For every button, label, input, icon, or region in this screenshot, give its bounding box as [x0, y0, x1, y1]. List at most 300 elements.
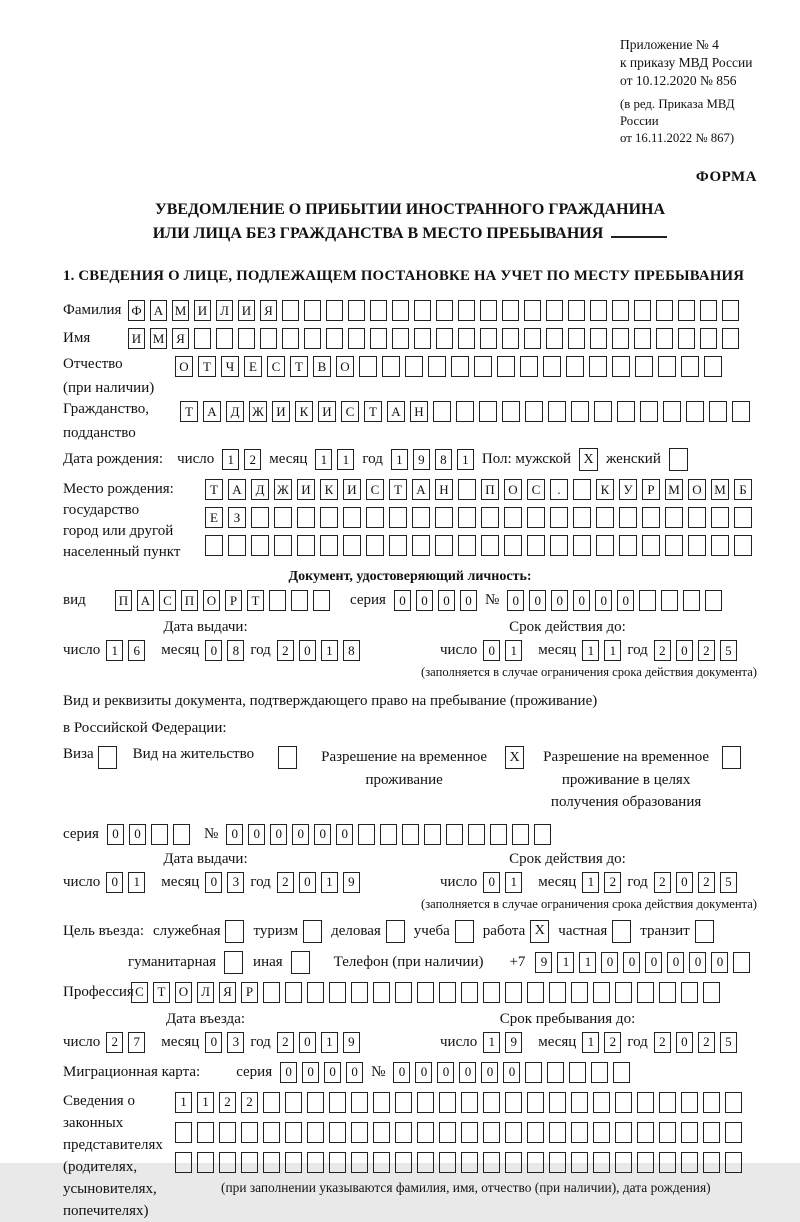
char-cell — [343, 535, 361, 556]
char-cell — [725, 1152, 742, 1173]
char-cell — [458, 328, 475, 349]
residence-series-cells — [107, 824, 190, 845]
char-cell: 0 — [483, 872, 500, 893]
char-cell — [688, 507, 706, 528]
char-cell: 8 — [227, 640, 244, 661]
issue-year-cells — [277, 872, 360, 893]
char-cell — [274, 535, 292, 556]
char-cell: У — [619, 479, 637, 500]
issue-date-heading: Дата выдачи: — [163, 850, 248, 867]
char-cell — [593, 982, 610, 1003]
char-cell: 1 — [391, 449, 408, 470]
phone-cells — [535, 952, 750, 973]
char-cell — [593, 1152, 610, 1173]
char-cell: А — [387, 401, 405, 422]
char-cell — [615, 982, 632, 1003]
char-cell — [219, 1122, 236, 1143]
edition-date-line: от 16.11.2022 № 867) — [620, 131, 735, 146]
char-cell — [351, 1152, 368, 1173]
representatives-note: (при заполнении указываются фамилия, имя, отчество (при наличии), дата рождения) — [221, 1179, 711, 1195]
profession-label: Профессия — [63, 983, 134, 1000]
char-cell — [709, 401, 727, 422]
migration-card-label: Миграционная карта: — [63, 1063, 201, 1080]
char-cell — [732, 401, 750, 422]
char-cell — [505, 1152, 522, 1173]
char-cell — [700, 300, 717, 321]
char-cell — [373, 982, 390, 1003]
char-cell — [251, 535, 269, 556]
char-cell: 2 — [241, 1092, 258, 1113]
visit-purpose-row — [63, 920, 757, 943]
purpose-work: работа X — [483, 920, 550, 943]
char-cell: Б — [734, 479, 752, 500]
char-cell — [659, 1122, 676, 1143]
char-cell: 0 — [336, 824, 353, 845]
official-checkbox — [225, 920, 244, 943]
char-cell — [524, 328, 541, 349]
name-row — [63, 328, 757, 349]
char-cell: 0 — [711, 952, 728, 973]
char-cell — [505, 1122, 522, 1143]
residence-permit-option — [133, 746, 297, 769]
char-cell — [596, 535, 614, 556]
name-cells — [128, 328, 739, 349]
char-cell — [681, 1122, 698, 1143]
char-cell: 0 — [324, 1062, 341, 1083]
char-cell — [320, 535, 338, 556]
char-cell: И — [343, 479, 361, 500]
char-cell: 0 — [299, 640, 316, 661]
char-cell: М — [172, 300, 189, 321]
char-cell — [613, 1062, 630, 1083]
char-cell: О — [175, 982, 192, 1003]
char-cell — [637, 1152, 654, 1173]
char-cell — [468, 824, 485, 845]
char-cell — [395, 1092, 412, 1113]
char-cell — [656, 300, 673, 321]
char-cell — [678, 328, 695, 349]
purpose-tourism: туризм — [253, 920, 322, 943]
char-cell — [571, 1092, 588, 1113]
char-cell: 1 — [505, 872, 522, 893]
representatives-cells-row3 — [175, 1152, 742, 1173]
char-cell: Т — [247, 590, 264, 611]
year-label: год — [250, 642, 271, 659]
female-checkbox — [669, 448, 688, 471]
patronymic-note: (при наличии) — [63, 380, 155, 397]
expiry-date-heading: Срок действия до: — [509, 619, 626, 636]
char-cell — [527, 982, 544, 1003]
char-cell: Т — [389, 479, 407, 500]
char-cell — [481, 507, 499, 528]
edition-line: (в ред. Приказа МВД России — [620, 96, 735, 128]
char-cell: 3 — [227, 872, 244, 893]
char-cell — [502, 401, 520, 422]
char-cell: Е — [244, 356, 262, 377]
char-cell: 2 — [654, 640, 671, 661]
char-cell — [326, 328, 343, 349]
month-label: месяц — [538, 642, 577, 659]
char-cell: С — [366, 479, 384, 500]
month-label: месяц — [269, 451, 308, 468]
surname-row — [63, 300, 757, 321]
char-cell: 0 — [416, 590, 433, 611]
char-cell — [549, 1152, 566, 1173]
char-cell: Р — [225, 590, 242, 611]
char-cell — [446, 824, 463, 845]
char-cell: 9 — [413, 449, 430, 470]
char-cell — [502, 328, 519, 349]
issue-day-cells — [106, 872, 145, 893]
char-cell: Т — [364, 401, 382, 422]
char-cell — [428, 356, 446, 377]
char-cell — [722, 300, 739, 321]
char-cell: Д — [251, 479, 269, 500]
char-cell: 0 — [529, 590, 546, 611]
char-cell — [688, 535, 706, 556]
visa-checkbox — [98, 746, 117, 769]
day-label: число — [63, 1033, 101, 1050]
char-cell — [436, 328, 453, 349]
char-cell — [285, 982, 302, 1003]
char-cell: 5 — [720, 872, 737, 893]
char-cell — [251, 507, 269, 528]
char-cell — [263, 982, 280, 1003]
expiry-date-group — [418, 640, 757, 661]
migration-series-cells — [280, 1062, 363, 1083]
char-cell — [414, 328, 431, 349]
char-cell — [703, 1152, 720, 1173]
char-cell — [458, 507, 476, 528]
patronymic-cells — [175, 356, 722, 377]
temp-residence-edu-checkbox — [722, 746, 741, 769]
char-cell — [725, 1092, 742, 1113]
char-cell: И — [297, 479, 315, 500]
char-cell — [568, 328, 585, 349]
char-cell: 9 — [343, 872, 360, 893]
char-cell: П — [481, 479, 499, 500]
char-cell — [307, 982, 324, 1003]
char-cell: М — [150, 328, 167, 349]
char-cell — [549, 1122, 566, 1143]
representatives-cells-stack — [175, 1090, 742, 1196]
visa-label: Виза — [63, 746, 94, 763]
issue-date-group — [63, 872, 418, 893]
char-cell: 2 — [604, 872, 621, 893]
char-cell: К — [295, 401, 313, 422]
order-line: к приказу МВД России — [620, 55, 753, 71]
char-cell — [661, 590, 678, 611]
migration-number-cells — [393, 1062, 630, 1083]
char-cell — [527, 1152, 544, 1173]
birth-place-city-label: город или другой — [63, 523, 174, 540]
char-cell: А — [150, 300, 167, 321]
char-cell: 2 — [106, 1032, 123, 1053]
char-cell: 9 — [505, 1032, 522, 1053]
char-cell — [527, 535, 545, 556]
char-cell — [392, 328, 409, 349]
order-date-line: от 10.12.2020 № 856 — [620, 73, 737, 89]
char-cell: А — [228, 479, 246, 500]
identity-doc-row — [63, 590, 757, 611]
char-cell — [483, 1122, 500, 1143]
expiry-year-cells — [654, 872, 737, 893]
birth-place-settlement-label: населенный пункт — [63, 544, 181, 561]
char-cell: 2 — [277, 872, 294, 893]
purpose-other: иная — [253, 951, 310, 974]
citizenship-label: Гражданство, подданство — [63, 401, 180, 442]
temp-residence-checkbox: X — [505, 746, 524, 769]
purpose-transit: транзит — [640, 920, 713, 943]
char-cell: 7 — [128, 1032, 145, 1053]
char-cell — [637, 982, 654, 1003]
char-cell: Ф — [128, 300, 145, 321]
temp-residence-edu-option — [540, 746, 741, 814]
char-cell: Т — [153, 982, 170, 1003]
char-cell: 2 — [698, 872, 715, 893]
char-cell — [395, 1152, 412, 1173]
char-cell: 5 — [720, 1032, 737, 1053]
issue-date-heading: Дата выдачи: — [163, 619, 248, 636]
char-cell — [269, 590, 286, 611]
birth-place-block — [63, 479, 757, 563]
char-cell — [439, 1152, 456, 1173]
char-cell: Н — [410, 401, 428, 422]
char-cell — [173, 824, 190, 845]
char-cell — [512, 824, 529, 845]
char-cell: О — [336, 356, 354, 377]
representatives-cells-row2 — [175, 1122, 742, 1143]
entry-date-group — [63, 1032, 418, 1053]
char-cell: О — [504, 479, 522, 500]
issue-date-group — [63, 640, 418, 661]
char-cell: 2 — [244, 449, 261, 470]
char-cell — [711, 507, 729, 528]
patronymic-row — [63, 356, 757, 397]
char-cell — [458, 535, 476, 556]
char-cell: 9 — [343, 1032, 360, 1053]
char-cell: 0 — [459, 1062, 476, 1083]
char-cell: 0 — [483, 640, 500, 661]
char-cell: 0 — [460, 590, 477, 611]
char-cell — [665, 535, 683, 556]
char-cell — [291, 590, 308, 611]
char-cell — [725, 1122, 742, 1143]
char-cell — [358, 824, 375, 845]
char-cell: 2 — [698, 1032, 715, 1053]
citizenship-row — [63, 401, 757, 442]
doc-number-label: № — [484, 592, 500, 609]
char-cell — [733, 952, 750, 973]
sex-male-label: Пол: мужской — [481, 451, 572, 468]
char-cell — [351, 982, 368, 1003]
year-label: год — [627, 642, 648, 659]
day-label: число — [440, 873, 478, 890]
char-cell — [490, 824, 507, 845]
char-cell — [412, 535, 430, 556]
issue-month-cells — [205, 640, 244, 661]
residence-permit-checkbox — [278, 746, 297, 769]
char-cell — [547, 1062, 564, 1083]
char-cell — [678, 300, 695, 321]
char-cell — [373, 1092, 390, 1113]
month-label: месяц — [161, 873, 200, 890]
expiry-day-cells — [483, 640, 522, 661]
char-cell: И — [238, 300, 255, 321]
char-cell — [343, 507, 361, 528]
char-cell — [373, 1122, 390, 1143]
char-cell — [505, 982, 522, 1003]
purpose-official: служебная — [153, 920, 245, 943]
char-cell: 0 — [205, 872, 222, 893]
birth-month-cells — [315, 449, 354, 470]
char-cell: 1 — [582, 872, 599, 893]
char-cell — [658, 356, 676, 377]
char-cell — [329, 1152, 346, 1173]
entry-month-cells — [205, 1032, 244, 1053]
char-cell: 1 — [582, 1032, 599, 1053]
char-cell — [617, 401, 635, 422]
issue-year-cells — [277, 640, 360, 661]
visa-option — [63, 746, 117, 769]
char-cell: 0 — [346, 1062, 363, 1083]
month-label: месяц — [538, 1033, 577, 1050]
char-cell — [456, 401, 474, 422]
char-cell — [634, 328, 651, 349]
char-cell — [703, 1122, 720, 1143]
char-cell — [348, 300, 365, 321]
char-cell — [615, 1152, 632, 1173]
expiry-date-heading: Срок действия до: — [509, 850, 626, 867]
char-cell — [635, 356, 653, 377]
char-cell — [297, 535, 315, 556]
char-cell: 2 — [277, 640, 294, 661]
stay-until-heading: Срок пребывания до: — [499, 1010, 636, 1027]
char-cell — [504, 535, 522, 556]
char-cell — [571, 1122, 588, 1143]
char-cell: 0 — [676, 1032, 693, 1053]
study-checkbox — [455, 920, 474, 943]
expiry-year-cells — [654, 640, 737, 661]
char-cell: 0 — [595, 590, 612, 611]
char-cell: 1 — [457, 449, 474, 470]
char-cell — [461, 1122, 478, 1143]
char-cell: И — [272, 401, 290, 422]
visit-purpose-row2 — [63, 951, 757, 974]
char-cell — [549, 1092, 566, 1113]
char-cell — [389, 507, 407, 528]
stay-year-cells — [654, 1032, 737, 1053]
expiry-month-cells — [582, 640, 621, 661]
char-cell — [573, 535, 591, 556]
char-cell: А — [412, 479, 430, 500]
entry-date-heading: Дата въезда: — [165, 1010, 246, 1027]
char-cell — [548, 401, 566, 422]
char-cell: С — [159, 590, 176, 611]
char-cell — [424, 824, 441, 845]
male-checkbox: X — [579, 448, 598, 471]
char-cell: 9 — [535, 952, 552, 973]
birth-place-cells-row3 — [205, 535, 752, 556]
char-cell — [351, 1122, 368, 1143]
migration-number-label: № — [371, 1063, 386, 1080]
char-cell — [480, 300, 497, 321]
char-cell: 0 — [205, 640, 222, 661]
char-cell — [722, 328, 739, 349]
residence-series-label: серия — [63, 825, 99, 842]
char-cell: 1 — [604, 640, 621, 661]
char-cell: 2 — [219, 1092, 236, 1113]
char-cell: 0 — [299, 872, 316, 893]
private-checkbox — [612, 920, 631, 943]
char-cell: 0 — [248, 824, 265, 845]
entry-year-cells — [277, 1032, 360, 1053]
char-cell: Т — [205, 479, 223, 500]
char-cell — [681, 1152, 698, 1173]
char-cell — [359, 356, 377, 377]
char-cell — [594, 401, 612, 422]
char-cell — [395, 1122, 412, 1143]
char-cell — [282, 328, 299, 349]
char-cell: 5 — [720, 640, 737, 661]
char-cell — [151, 824, 168, 845]
char-cell: Н — [435, 479, 453, 500]
char-cell: 1 — [582, 640, 599, 661]
char-cell — [659, 982, 676, 1003]
char-cell — [329, 1122, 346, 1143]
char-cell — [307, 1092, 324, 1113]
char-cell: 0 — [437, 1062, 454, 1083]
char-cell — [637, 1122, 654, 1143]
char-cell: 0 — [667, 952, 684, 973]
char-cell — [681, 1092, 698, 1113]
char-cell: Р — [241, 982, 258, 1003]
char-cell: 0 — [573, 590, 590, 611]
char-cell — [527, 507, 545, 528]
section1-heading: 1. СВЕДЕНИЯ О ЛИЦЕ, ПОДЛЕЖАЩЕМ ПОСТАНОВКЕ НА УЧЕТ ПО МЕСТУ ПРЕБЫВАНИЯ — [63, 268, 745, 285]
char-cell: Я — [260, 300, 277, 321]
char-cell — [573, 507, 591, 528]
char-cell: 2 — [604, 1032, 621, 1053]
char-cell — [642, 507, 660, 528]
char-cell — [263, 1092, 280, 1113]
char-cell — [619, 507, 637, 528]
year-label: год — [627, 873, 648, 890]
char-cell — [297, 507, 315, 528]
char-cell — [546, 328, 563, 349]
residence-number-cells — [226, 824, 551, 845]
char-cell: М — [711, 479, 729, 500]
char-cell: Т — [198, 356, 216, 377]
char-cell — [483, 982, 500, 1003]
char-cell: 1 — [175, 1092, 192, 1113]
birth-place-labels — [63, 479, 205, 563]
char-cell — [566, 356, 584, 377]
char-cell — [389, 535, 407, 556]
char-cell — [703, 1092, 720, 1113]
char-cell — [392, 300, 409, 321]
char-cell: 1 — [222, 449, 239, 470]
char-cell — [373, 1152, 390, 1173]
char-cell — [683, 590, 700, 611]
expiry-note: (заполняется в случае ограничения срока действия документа) — [421, 896, 757, 911]
char-cell: . — [550, 479, 568, 500]
birth-place-state-label: государство — [63, 502, 140, 519]
forma-label: ФОРМА — [695, 169, 757, 186]
char-cell — [615, 1092, 632, 1113]
char-cell — [370, 300, 387, 321]
char-cell — [282, 300, 299, 321]
